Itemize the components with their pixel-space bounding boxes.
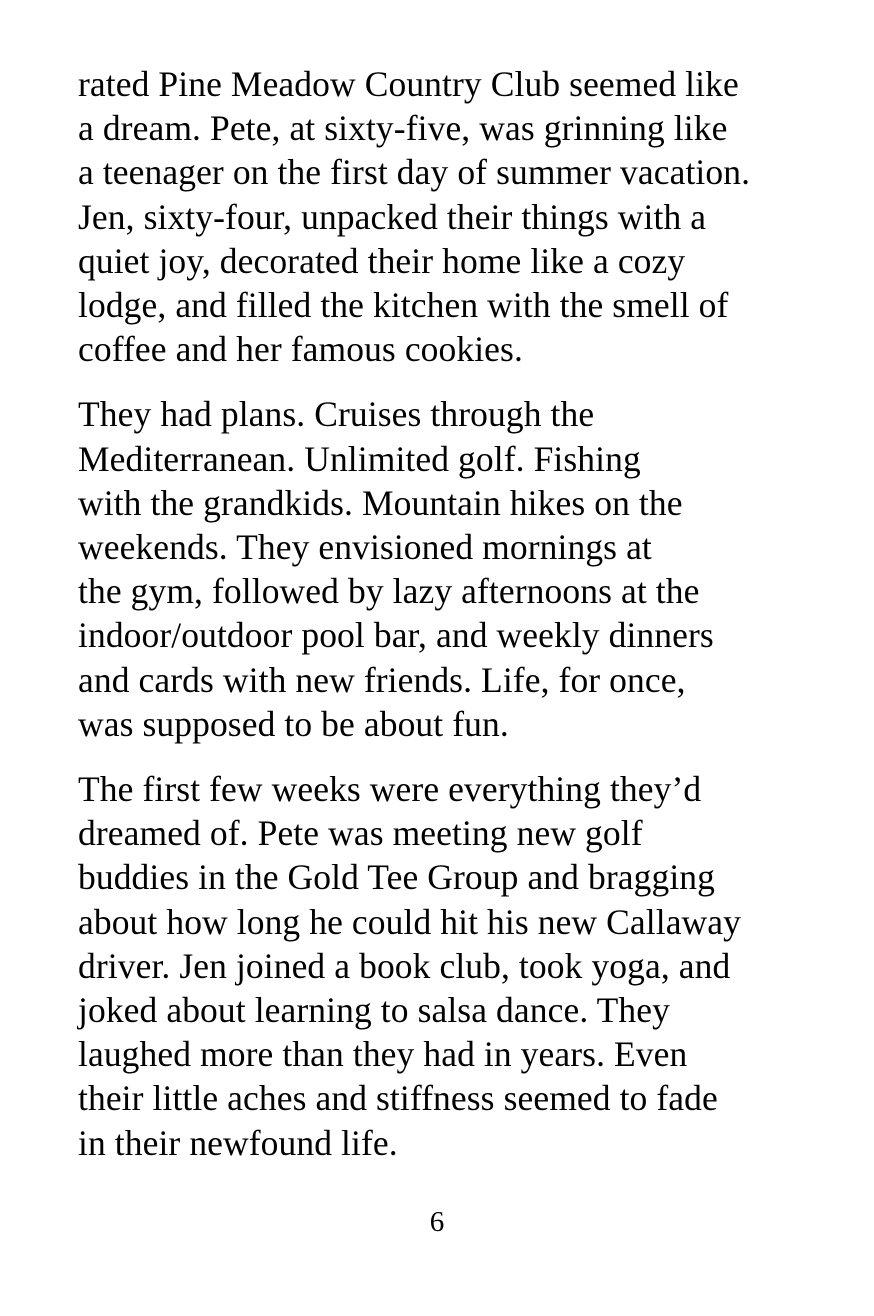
text-line: rated Pine Meadow Country Club seemed like xyxy=(78,64,739,104)
text-line: coffee and her famous cookies. xyxy=(78,329,523,370)
text-line: with the grandkids. Mountain hikes on the xyxy=(78,482,683,523)
text-line: indoor/outdoor pool bar, and weekly dinners xyxy=(78,615,714,656)
text-line: the gym, followed by lazy afternoons at the xyxy=(78,571,700,612)
page-text-column xyxy=(78,62,778,1165)
text-line: joked about learning to salsa dance. They xyxy=(78,990,670,1031)
text-line: buddies in the Gold Tee Group and bragging xyxy=(78,857,715,898)
text-line: quiet joy, decorated their home like a cozy xyxy=(78,240,686,281)
text-line: in their newfound life. xyxy=(78,1122,398,1163)
text-line: a teenager on the first day of summer vacation. xyxy=(78,152,751,193)
text-line: The first few weeks were everything they’d xyxy=(78,769,702,810)
text-line: was supposed to be about fun. xyxy=(78,703,509,744)
text-line: weekends. They envisioned mornings at xyxy=(78,527,652,568)
text-line: laughed more than they had in years. Even xyxy=(78,1034,688,1075)
text-line: a dream. Pete, at sixty-five, was grinning like xyxy=(78,108,728,149)
paragraph-3 xyxy=(78,767,778,1165)
text-line: Jen, sixty-four, unpacked their things with a xyxy=(78,196,707,237)
text-line: dreamed of. Pete was meeting new golf xyxy=(78,813,643,854)
page-number: 6 xyxy=(429,1206,445,1238)
text-line: lodge, and filled the kitchen with the smell of xyxy=(78,285,729,326)
text-line: and cards with new friends. Life, for once, xyxy=(78,659,686,700)
paragraph-2 xyxy=(78,392,778,746)
text-line: Mediterranean. Unlimited golf. Fishing xyxy=(78,438,641,479)
paragraph-1 xyxy=(78,62,778,371)
text-line: their little aches and stiffness seemed to fade xyxy=(78,1078,718,1119)
text-line: driver. Jen joined a book club, took yoga, and xyxy=(78,945,731,986)
text-line: about how long he could hit his new Callaway xyxy=(78,901,742,942)
text-line: They had plans. Cruises through the xyxy=(78,394,595,435)
